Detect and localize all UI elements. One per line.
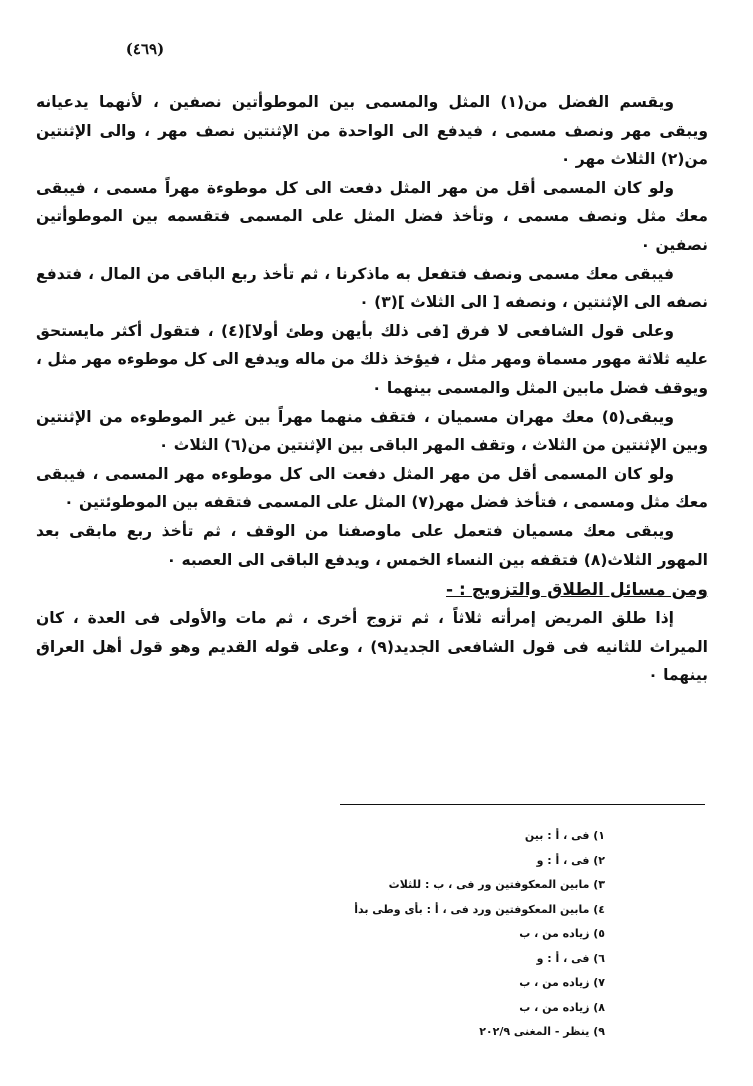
- footnote: ٤) مابين المعكوفتين ورد فى ، أ : بأى وطى بدأ: [354, 902, 605, 916]
- paragraph: ويبقى(٥) معك مهران مسميان ، فتقف منهما مهراً بين غير الموطوءه من الإثنتين وبين الإثنتين من الثلاث ، وتقف المهر الباقى بين الإثنتين من(٦) الثلاث ٠: [36, 407, 708, 455]
- paragraph: ولو كان المسمى أقل من مهر المثل دفعت الى كل موطوءه مهر المسمى ، فيبقى معك مثل ومسمى ، فتأخذ فضل مهر(٧) المثل على المسمى فتقفه بين الموطوئتين ٠: [36, 464, 708, 512]
- paragraph: ولو كان المسمى أقل من مهر المثل دفعت الى كل موطوءة مهراً مسمى ، فيبقى معك مثل ونصف مسمى ، وتأخذ فضل المثل على المسمى فتقسمه بين الموطوأتين نصفين ٠: [36, 178, 708, 254]
- paragraph: ويقسم الفضل من(١) المثل والمسمى بين الموطوأتين نصفين ، لأنهما يدعيانه ويبقى مهر ونصف مسمى ، فيدفع الى الواحدة من الإثنتين نصف مهر ، والى الإثنتين من(٢) الثلاث مهر ٠: [36, 93, 708, 169]
- paragraph: وعلى قول الشافعى لا فرق [فى ذلك بأيهن وطئ أولا](٤) ، فتقول أكثر مايستحق عليه ثلاثة مهور مسماة ومهر مثل ، فيؤخذ ذلك من ماله ويدفع الى كل موطوءه مهر مثل ، ويوقف فضل مابين المثل والمسمى بينهما ٠: [36, 321, 708, 397]
- footnote: ٢) فى ، أ : و: [536, 853, 605, 867]
- footnote: ٨) زياده من ، ب: [519, 1000, 605, 1014]
- footnote: ٩) ينظر - المغنى ٢٠٢/٩: [479, 1025, 605, 1038]
- footnote: ٧) زياده من ، ب: [519, 976, 605, 989]
- paragraph: فيبقى معك مسمى ونصف فتفعل به ماذكرنا ، ثم تأخذ ربع الباقى من المال ، فتدفع نصفه الى الإثنتين ، ونصفه [ الى الثلاث ](٣) ٠: [36, 264, 708, 312]
- footnote: ٦) فى ، أ : و: [536, 951, 605, 965]
- footnote: ٣) مابين المعكوفتين ور فى ، ب : للثلاث: [388, 878, 605, 891]
- footnote: ٥) زياده من ، ب: [519, 927, 605, 940]
- footnote-divider: [340, 804, 705, 805]
- footnotes-list: [300, 824, 605, 1045]
- main-text: [36, 88, 708, 690]
- closing-paragraph: إذا طلق المريض إمرأته ثلاثاً ، ثم تزوج أخرى ، ثم مات والأولى فى العدة ، كان الميراث للثانيه فى قول الشافعى الجديد(٩) ، وعلى قوله القديم وهو قول أهل العراق بينهما ٠: [36, 609, 708, 685]
- page-number: (٤٦٩): [125, 40, 165, 58]
- footnote: ١) فى ، أ : بين: [524, 829, 605, 842]
- section-heading: ومن مسائل الطلاق والتزويج : -: [446, 580, 708, 601]
- paragraph: ويبقى معك مسميان فتعمل على ماوصفنا من الوقف ، ثم تأخذ ربع مابقى بعد المهور الثلاث(٨) فتقفه بين النساء الخمس ، ويدفع الباقى الى العصبه ٠: [36, 521, 708, 569]
